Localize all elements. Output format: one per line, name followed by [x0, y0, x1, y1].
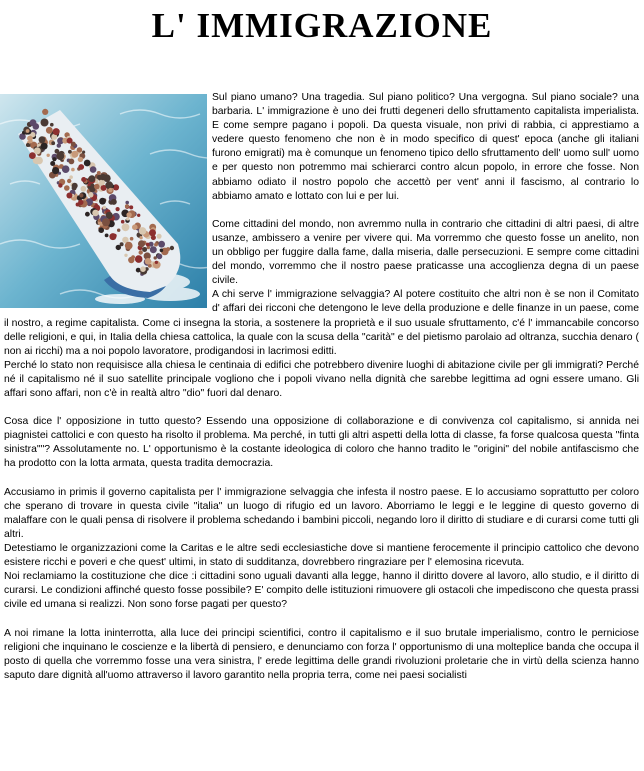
crowd-figure: [113, 184, 119, 190]
crowd-figure: [79, 193, 83, 197]
crowd-figure: [121, 220, 125, 224]
crowd-figure: [47, 154, 50, 157]
crowd-figure: [88, 183, 91, 186]
crowd-figure: [46, 127, 53, 134]
crowd-figure: [135, 255, 143, 263]
crowd-figure: [117, 229, 120, 232]
paragraph: Perché lo stato non requisisce alla chiesa le centinaia di edifici che potrebbero divenire luoghi di abitazione civile per gli immigrati? Perché né il capitalismo né il suo satellite principale vogliono che i popoli vivano nella dignità che sarebbe legittima ad ogni essere umano. Gli affari sono affari, non c'è in realtà altro "dio" fuori dal denaro.: [4, 359, 639, 399]
crowd-figure: [62, 165, 70, 173]
migrant-boat-illustration: [0, 94, 207, 308]
paragraph: Sul piano umano? Una tragedia. Sul piano politico? Una vergogna. Sul piano sociale? una barbaria. L' immigrazione è uno dei frutti degeneri dello sfruttamento capitalista imperialista. E come sempre pagano i popoli. Da questa visuale, non privi di rabbia, ci apprestiamo a vedere questo fenomeno che non è in modo specifico di quest' epoca (anche gli italiani furono emigrati) ma è comunque un fenomeno tipico dello sfruttamento dell' uomo sull' uomo e per questo non potremmo mai schierarci contro alcun popolo, in errore che fosse. Non abbiamo odiato il nostro popolo che accettò per vent' anni il fascismo, al contrario lo abbiamo amato e lottato con lui e per lui.: [212, 92, 639, 202]
crowd-figure: [116, 245, 121, 250]
crowd-figure: [72, 183, 78, 189]
crowd-figure: [140, 266, 146, 272]
crowd-figure: [26, 143, 30, 147]
crowd-figure: [111, 199, 117, 205]
article-body: [4, 91, 639, 683]
crowd-figure: [108, 188, 112, 192]
crowd-figure: [154, 243, 158, 247]
crowd-figure: [166, 247, 170, 251]
crowd-figure: [170, 246, 174, 250]
crowd-figure: [58, 183, 62, 187]
crowd-figure: [68, 150, 72, 154]
crowd-figure: [150, 246, 157, 253]
crowd-figure: [98, 227, 104, 233]
crowd-figure: [138, 240, 145, 247]
crowd-figure: [125, 242, 133, 250]
crowd-figure: [88, 192, 93, 197]
crowd-figure: [51, 141, 55, 145]
crowd-figure: [64, 185, 70, 191]
crowd-figure: [130, 237, 134, 241]
crowd-figure: [116, 207, 120, 211]
crowd-figure: [92, 210, 99, 217]
crowd-figure: [81, 186, 87, 192]
crowd-figure: [99, 180, 105, 186]
crowd-figure: [137, 214, 140, 217]
crowd-figure: [84, 160, 91, 167]
crowd-figure: [77, 147, 82, 152]
crowd-figure: [126, 212, 131, 217]
crowd-figure: [100, 174, 106, 180]
crowd-figure: [41, 143, 48, 150]
crowd-figure: [157, 234, 162, 239]
page-title: L' IMMIGRAZIONE: [151, 6, 493, 45]
crowd-figure: [102, 218, 110, 226]
crowd-figure: [67, 179, 71, 183]
crowd-figure: [155, 261, 158, 264]
crowd-figure: [89, 175, 96, 182]
crowd-figure: [129, 205, 133, 209]
crowd-figure: [39, 136, 46, 143]
crowd-figure: [132, 224, 138, 230]
crowd-figure: [78, 157, 83, 162]
crowd-figure: [42, 109, 48, 115]
crowd-figure: [50, 161, 55, 166]
crowd-figure: [131, 255, 135, 259]
paragraph: Accusiamo in primis il governo capitalista per l' immigrazione selvaggia che infesta il nostro paese. E lo accusiamo soprattutto per coloro che sperano di trovare in questa civile "italia" un luogo di rifugio ed un lavoro. Aborriamo le leggi e le leggine di questo governo di malaffare con le quali pensa di risolvere il problema schedando i bambini piccoli, negando loro il diritto di studiare e di curarsi come tutti gli altri.: [4, 486, 639, 540]
crowd-figure: [78, 164, 84, 170]
crowd-figure: [26, 129, 30, 133]
crowd-figure: [145, 258, 152, 265]
crowd-figure: [125, 204, 129, 208]
crowd-figure: [82, 151, 85, 154]
crowd-figure: [90, 166, 97, 173]
crowd-figure: [52, 157, 56, 161]
paragraph: A noi rimane la lotta ininterrotta, alla luce dei principi scientifici, contro il capitalismo e il suo brutale imperialismo, contro le perniciose religioni che inquinano le coscienze e la libertà di pensiero, e denunciamo con forza l' opportunismo di una molteplice banda che occupa il posto di quella che vorremmo fosse una vera sinistra, l' erede legittima delle grandi rivoluzioni proletarie che in virtù della scienza hanno saputo dare dignità all'uomo attraverso il lavoro garantito nella propria terra, come nei paesi socialisti: [4, 627, 639, 681]
migrant-boat-photo: [0, 94, 207, 308]
crowd-figure: [71, 168, 75, 172]
crowd-figure: [66, 193, 72, 199]
crowd-figure: [56, 152, 64, 160]
paragraph: Detestiamo le organizzazioni come la Caritas e le altre sedi ecclesiastiche dove si mantiene ferocemente il principio cattolico che devono esistere ricchi e poveri e che quest' ultimi, in stato di sudditanza, dovrebbero ringraziare per l' elemosina ricevuta.: [4, 543, 639, 569]
crowd-figure: [71, 151, 78, 158]
crowd-figure: [94, 184, 100, 190]
crowd-figure: [160, 249, 164, 253]
crowd-figure: [149, 229, 156, 236]
crowd-figure: [34, 147, 41, 154]
crowd-figure: [103, 206, 107, 210]
crowd-figure: [126, 217, 129, 220]
crowd-figure: [139, 250, 143, 254]
crowd-figure: [67, 138, 73, 144]
crowd-figure: [136, 268, 141, 273]
crowd-figure: [124, 254, 127, 257]
crowd-figure: [105, 181, 113, 189]
crowd-figure: [30, 119, 37, 126]
crowd-figure: [157, 254, 163, 260]
paragraph: Come cittadini del mondo, non avremmo nulla in contrario che cittadini di altri paesi, di altre usanze, ambissero a venire per vivere qui. Ma vorremmo che questo fosse un anelito, non un obbligo per fuggire dalla fame, dalla miseria, dalle persecuzioni. E sempre come cittadini del mondo, vorremmo che il nostro paese praticasse una accoglienza degna di un paese civile.: [212, 218, 639, 287]
crowd-figure: [29, 139, 33, 143]
crowd-figure: [85, 212, 90, 217]
crowd-figure: [109, 233, 116, 240]
crowd-figure: [139, 236, 142, 239]
crowd-figure: [41, 119, 49, 127]
crowd-figure: [81, 177, 86, 182]
paragraph: A chi serve l' immigrazione selvaggia? Al potere costituito che altri non è se non il Comitato d' affari dei ricconi che detengono le leve della produzione e delle finanze in un paese, come il nostro, a regime capitalista. Come ci insegna la storia, a sostenere la proprietà e il suo usuale sfruttamento, c'é l' immancabile concorso delle religioni, e qui, in Italia della chiesa cattolica, la quale con la scusa della "carità" e del pietismo parolaio ad oltranza, succhia denaro ( non ai ricchi) ma a noi popolo lavoratore, prodigandosi in lacrimosi editti.: [4, 289, 639, 357]
crowd-figure: [99, 198, 106, 205]
crowd-figure: [158, 241, 165, 248]
crowd-figure: [105, 234, 109, 238]
paragraph: Noi reclamiamo la costituzione che dice :i cittadini sono uguali davanti alla legge, hanno il diritto dovere al lavoro, allo studio, e il diritto di curarsi. Le condizioni affinché questo fosse possibile? E' compito delle istituzioni rimuovere gli ostacoli che impediscono che questa prassi civile ed umana si realizzi. Non sono forse pagati per questo?: [4, 571, 639, 611]
crowd-figure: [50, 123, 54, 127]
crowd-figure: [122, 223, 130, 231]
crowd-figure: [139, 227, 147, 235]
crowd-figure: [52, 167, 59, 174]
crowd-figure: [69, 175, 73, 179]
paragraph: Cosa dice l' opposizione in tutto questo? Essendo una opposizione di collaborazione e di convivenza col capitalismo, si annida nei piagnistei cattolici e con questo ha risolto il problema. Ma perché, in tutti gli altri aspetti della lotta di classe, fa forse qualcosa questa "finta sinistra""? Assolutamente no. L' opportunismo è la costante ideologica di coloro che hanno tradito le "origini" del nobile antifascismo che ha prodotto con la lotta armata, questa tradita democrazia.: [4, 416, 639, 470]
crowd-figure: [69, 159, 75, 165]
crowd-figure: [97, 171, 101, 175]
crowd-figure: [125, 201, 129, 205]
crowd-figure: [53, 128, 60, 135]
crowd-figure: [78, 200, 83, 205]
crowd-figure: [146, 243, 150, 247]
crowd-figure: [142, 247, 147, 252]
